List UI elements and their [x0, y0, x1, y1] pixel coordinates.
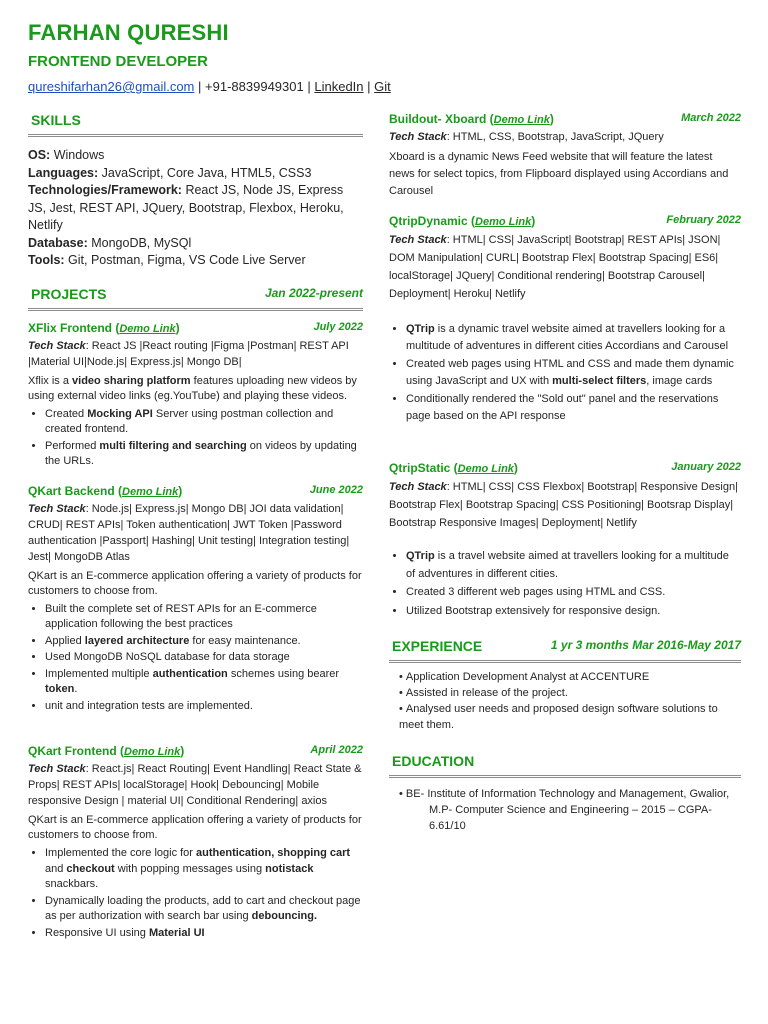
list-item: • Implemented multiple authentication schemes using bearer token. — [45, 667, 363, 698]
skills-list — [28, 147, 363, 270]
skill-line: Technologies/Framework: React JS, Node JS, Express JS, Jest, REST API, JQuery, Bootstrap, Flexbox, Heroku, Netlify — [28, 183, 344, 232]
project-qkart-frontend — [28, 744, 363, 941]
project-date: March 2022 — [681, 112, 741, 124]
list-item: • Application Development Analyst at ACCENTURE — [399, 669, 741, 685]
list-item: • Performed multi filtering and searching on videos by updating the URLs. — [45, 439, 363, 470]
project-qtrip-dynamic — [389, 214, 741, 425]
email-link[interactable]: qureshifarhan26@gmail.com — [28, 79, 195, 94]
experience-dates: 1 yr 3 months Mar 2016-May 2017 — [550, 638, 741, 652]
project-title: QtripDynamic (Demo Link) February 2022 — [389, 214, 741, 228]
left-column — [28, 112, 363, 942]
list-item: • Assisted in release of the project. — [399, 685, 741, 701]
projects-heading: PROJECTS Jan 2022-present — [31, 285, 363, 302]
separator: | — [307, 79, 311, 94]
education-line: 6.61/10 — [429, 820, 466, 832]
project-bullets — [28, 846, 363, 941]
project-description: QKart is an E-commerce application offering a variety of products for customers to choose from. — [28, 814, 362, 841]
project-title: QKart Backend (Demo Link) June 2022 — [28, 483, 363, 498]
experience-section — [389, 638, 741, 733]
right-column — [389, 112, 741, 834]
list-item: • unit and integration tests are implemented. — [45, 699, 363, 715]
project-date: January 2022 — [671, 461, 741, 473]
project-xflix — [28, 321, 363, 470]
separator: | — [367, 79, 371, 94]
demo-link[interactable]: Demo Link — [122, 485, 179, 498]
project-qtrip-static — [389, 461, 741, 620]
list-item: • Created web pages using HTML and CSS and made them dynamic using JavaScript and UX with multi-select filters, image cards — [406, 356, 741, 390]
demo-link[interactable]: Demo Link — [457, 463, 514, 475]
project-title: Buildout- Xboard (Demo Link) March 2022 — [389, 112, 741, 126]
list-item: • Responsive UI using Material UI — [45, 926, 363, 942]
project-description: Xboard is a dynamic News Feed website that will feature the latest news for select topics, from Flipboard displayed using Accordians and Carousel — [389, 151, 729, 197]
list-item: • QTrip is a dynamic travel website aimed at travellers looking for a multitude of adventures in different cities Accordians and Carousel — [406, 321, 741, 355]
skill-line: Database: MongoDB, MySQl — [28, 235, 192, 250]
tech-stack: Tech Stack: HTML| CSS| JavaScript| Bootstrap| REST APIs| JSON| DOM Manipulation| CURL| Bootstrap Flex| Bootstrap Spacing| ES6| localStorage| JQuery| Conditional rendering| Bootstrap Carousel| Deployment| Heroku| Netlify — [389, 234, 721, 300]
tech-stack: Tech Stack: Node.js| Express.js| Mongo DB| JOI data validation| CRUD| REST APIs| Token authentication| JWT Token |Password authentication |Passport| Hashing| Unit testing| Integration testing| Jest| MongoDB Atlas — [28, 502, 350, 563]
phone-number: +91-8839949301 — [205, 79, 304, 94]
list-item: • Utilized Bootstrap extensively for responsive design. — [406, 603, 741, 621]
education-section — [389, 753, 741, 834]
demo-link[interactable]: Demo Link — [475, 216, 532, 228]
job-title: FRONTEND DEVELOPER — [28, 53, 209, 70]
contact-line — [28, 79, 391, 94]
education-entry — [389, 786, 741, 834]
git-link[interactable]: Git — [374, 79, 391, 94]
list-item: • Dynamically loading the products, add to cart and checkout page as per authorization with search bar using debouncing. — [45, 894, 363, 925]
skills-heading: SKILLS — [31, 112, 81, 128]
project-bullets — [28, 407, 363, 470]
skill-line: Languages: JavaScript, Core Java, HTML5, CSS3 — [28, 165, 312, 180]
list-item: • QTrip is a travel website aimed at travellers looking for a multitude of adventures in different cities. — [406, 548, 741, 583]
list-item: • Implemented the core logic for authentication, shopping cart and checkout with popping messages using notistack snackbars. — [45, 846, 363, 893]
tech-stack: Tech Stack: React JS |React routing |Figma |Postman| REST API |Material UI|Node.js| Express.js| Mongo DB| — [28, 339, 349, 368]
tech-stack: Tech Stack: HTML| CSS| CSS Flexbox| Bootstrap| Responsive Design| Bootstrap Flex| Bootstrap Spacing| CSS Positioning| Bootsrap Display| Bootstrap Responsive Images| Deployment| Netlify — [389, 481, 738, 529]
projects-dates: Jan 2022-present — [264, 285, 363, 300]
linkedin-link[interactable]: LinkedIn — [314, 79, 364, 94]
demo-link[interactable]: Demo Link — [124, 746, 181, 758]
project-date: April 2022 — [310, 744, 363, 756]
tech-stack: Tech Stack: React.js| React Routing| Event Handling| React State & Props| REST APIs| localStorage| Hook| Debouncing| Mobile responsive Design | material UI| Conditional Rendering| axios — [28, 763, 362, 807]
section-divider — [389, 775, 741, 778]
project-title: QtripStatic (Demo Link) January 2022 — [389, 461, 741, 475]
skill-line: OS: Windows — [28, 148, 105, 162]
project-title: QKart Frontend (Demo Link) April 2022 — [28, 744, 363, 758]
project-title: XFlix Frontend (Demo Link) July 2022 — [28, 320, 363, 335]
section-divider — [28, 308, 363, 311]
section-divider — [389, 660, 741, 663]
list-item: • Analysed user needs and proposed design software solutions to meet them. — [399, 701, 741, 733]
list-item: • Used MongoDB NoSQL database for data storage — [45, 650, 363, 666]
project-date: June 2022 — [309, 483, 363, 496]
project-description: Xflix is a video sharing platform features uploading new videos by using external video links (eg.YouTube) and playing these videos. — [28, 374, 357, 402]
project-date: July 2022 — [313, 320, 363, 333]
project-qkart-backend — [28, 484, 363, 715]
project-bullets — [28, 602, 363, 715]
experience-list — [389, 669, 741, 733]
list-item: • Conditionally rendered the "Sold out" panel and the reservations page based on the API response — [406, 391, 741, 425]
list-item: • Built the complete set of REST APIs for an E-commerce application following the best practices — [45, 602, 363, 633]
list-item: • Applied layered architecture for easy maintenance. — [45, 634, 363, 650]
education-line: • BE- Institute of Information Technology and Management, Gwalior, — [399, 788, 730, 800]
project-bullets — [389, 321, 741, 425]
project-description: QKart is an E-commerce application offering a variety of products for customers to choose from. — [28, 569, 362, 597]
candidate-name: FARHAN QURESHI — [28, 20, 229, 45]
skill-line: Tools: Git, Postman, Figma, VS Code Live Server — [28, 253, 306, 267]
education-heading: EDUCATION — [392, 753, 475, 769]
tech-stack: Tech Stack: HTML, CSS, Bootstrap, JavaScript, JQuery — [389, 131, 664, 143]
experience-heading: EXPERIENCE 1 yr 3 months Mar 2016-May 2017 — [392, 638, 741, 654]
project-date: February 2022 — [666, 214, 741, 226]
list-item: • Created 3 different web pages using HTML and CSS. — [406, 584, 741, 602]
demo-link[interactable]: Demo Link — [493, 114, 550, 126]
project-bullets — [389, 548, 741, 620]
separator: | — [198, 79, 202, 94]
list-item: • Created Mocking API Server using postman collection and created frontend. — [45, 407, 363, 438]
demo-link[interactable]: Demo Link — [119, 322, 176, 335]
section-divider — [28, 134, 363, 137]
education-line: M.P- Computer Science and Engineering – 2015 – CGPA- — [429, 804, 712, 816]
project-xboard — [389, 112, 741, 200]
